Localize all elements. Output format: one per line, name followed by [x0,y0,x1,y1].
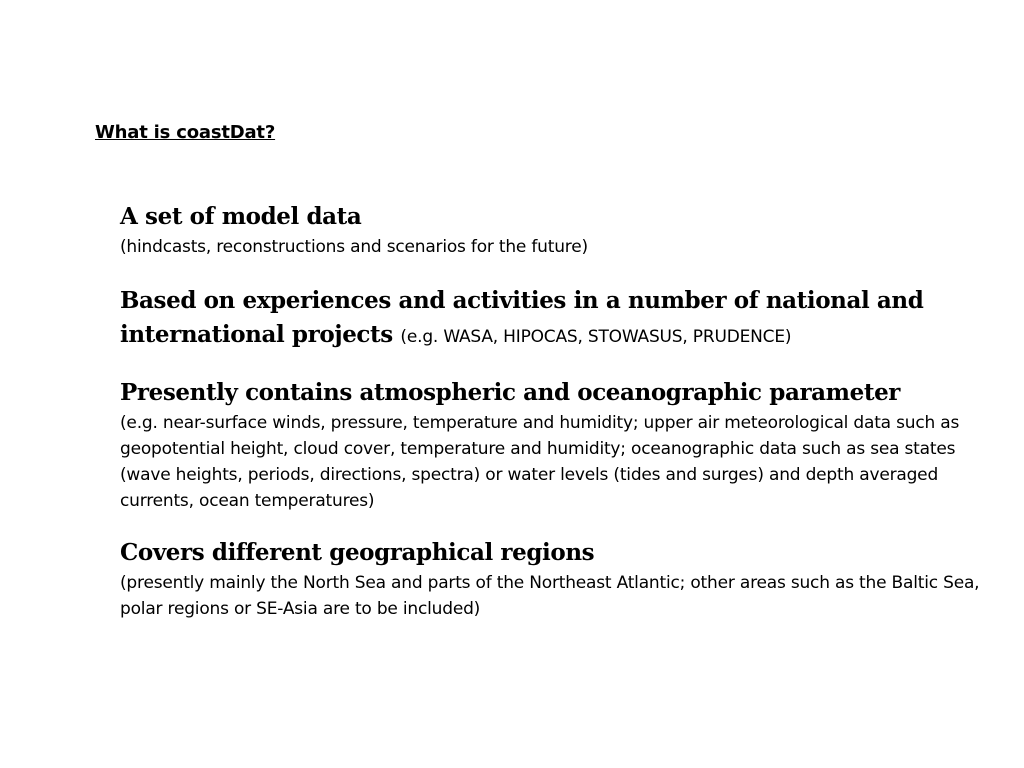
point-title: Based on experiences and activities in a number of national and international projects [120,287,924,348]
slide-content [120,200,1000,622]
point-title-with-detail [120,284,1000,354]
point-model-data [120,200,1000,260]
point-title: A set of model data [120,203,362,230]
point-title: Presently contains atmospheric and oceanographic parameter [120,379,901,406]
point-regions [120,536,1000,622]
point-detail: (e.g. near-surface winds, pressure, temperature and humidity; upper air meteorological data such as geopotential height, cloud cover, temperature and humidity; oceanographic data such as sea states (wave heights, periods, directions, spectra) or water levels (tides and surges) and depth averaged currents, ocean temperatures) [120,413,960,511]
slide-heading: What is coastDat? [95,122,276,143]
point-detail: (presently mainly the North Sea and parts of the Northeast Atlantic; other areas such as the Baltic Sea, polar regions or SE-Asia are to be included) [120,573,980,619]
point-parameters [120,376,1000,514]
point-experiences [120,284,1000,354]
point-detail: (hindcasts, reconstructions and scenarios for the future) [120,237,588,257]
point-detail: (e.g. WASA, HIPOCAS, STOWASUS, PRUDENCE) [400,327,792,347]
point-title: Covers different geographical regions [120,539,595,566]
